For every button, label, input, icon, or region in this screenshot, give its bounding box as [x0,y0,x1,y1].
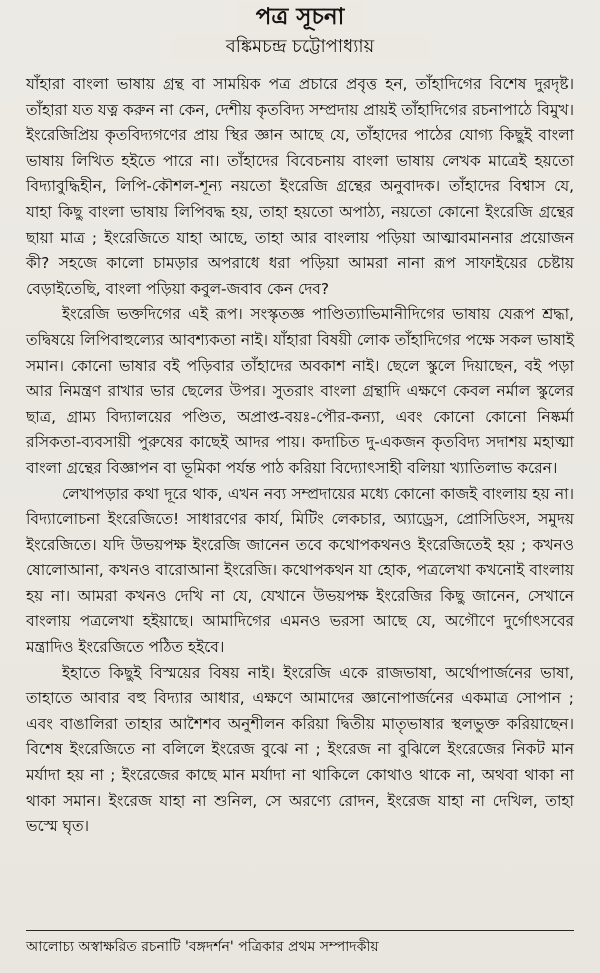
page-title: পত্র সূচনা [235,2,365,32]
paragraph-1: যাঁহারা বাংলা ভাষায় গ্রন্থ বা সাময়িক পত্র প্রচারে প্রবৃত্ত হন, তাঁহাদিগের বিশেষ দুরদৃষ্ট। তাঁহারা যত যত্ন করুন না কেন, দেশীয় কৃতবিদ্য সম্প্রদায় প্রায়ই তাঁহাদিগের রচনাপাঠে বিমুখ। ইংরেজিপ্রিয় কৃতবিদ্যগণের প্রায় স্থির জ্ঞান আছে যে, তাঁহাদের পাঠের যোগ্য কিছুই বাংলা ভাষায় লিখিত হইতে পারে না। তাঁহাদের বিবেচনায় বাংলা ভাষায় লেখক মাত্রেই হয়তো বিদ্যাবুদ্ধিহীন, লিপি-কৌশল-শূন্য নয়তো ইংরেজি গ্রন্থের অনুবাদক। তাঁহাদের বিশ্বাস যে, যাহা কিছু বাংলা ভাষায় লিপিবদ্ধ হয়, তাহা হয়তো অপাঠ্য, নয়তো কোনো ইংরেজি গ্রন্থের ছায়া মাত্র ; ইংরেজিতে যাহা আছে, তাহা আর বাংলায় পড়িয়া আত্মাবমাননার প্রয়োজন কী? সহজে কালো চামড়ার অপরাধে ধরা পড়িয়া আমরা নানা রূপ সাফাইয়ের চেষ্টায় বেড়াইতেছি, বাংলা পড়িয়া কবুল-জবাব কেন দেব? [26,75,574,298]
footnote: আলোচ্য অস্বাক্ষরিত রচনাটি 'বঙ্গদর্শন' পত্রিকার প্রথম সম্পাদকীয় [26,939,379,955]
paragraph-2: ইংরেজি ভক্তদিগের এই রূপ। সংস্কৃতজ্ঞ পাণ্ডিত্যাভিমানীদিগের ভাষায় যেরূপ শ্রদ্ধা, তদ্বিষয়ে লিপিবাহুল্যের আবশ্যকতা নাই। যাঁহারা বিষয়ী লোক তাঁহাদিগের পক্ষে সকল ভাষাই সমান। কোনো ভাষার বই পড়িবার তাঁহাদের অবকাশ নাই। ছেলে স্কুলে দিয়াছেন, বই পড়া আর নিমন্ত্রণ রাখার ভার ছেলের উপর। সুতরাং বাংলা গ্রন্থাদি এক্ষণে কেবল নর্মাল স্কুলের ছাত্র, গ্রাম্য বিদ্যালয়ের পণ্ডিত, অপ্রাপ্ত-বয়ঃ-পৌর-কন্যা, এবং কোনো কোনো নিষ্কর্মা রসিকতা-ব্যবসায়ী পুরুষের কাছেই আদর পায়। কদাচিত দু-একজন কৃতবিদ্য সদাশয় মহাত্মা বাংলা গ্রন্থের বিজ্ঞাপন বা ভূমিকা পর্যন্ত পাঠ করিয়া বিদ্যোৎসাহী বলিয়া খ্যাতিলাভ করেন। [26,305,574,477]
author-name: বঙ্কিমচন্দ্র চট্টোপাধ্যায় [170,34,430,60]
paragraph-4: ইহাতে কিছুই বিস্ময়ের বিষয় নাই। ইংরেজি একে রাজভাষা, অর্থোপার্জনের ভাষা, তাহাতে আবার বহু বিদ্যার আধার, এক্ষণে আমাদের জ্ঞানোপার্জনের একমাত্র সোপান ; এবং বাঙালিরা তাহার আশৈশব অনুশীলন করিয়া দ্বিতীয় মাতৃভাষার স্থলভুক্ত করিয়াছেন। বিশেষ ইংরেজিতে না বলিলে ইংরেজ বুঝে না ; ইংরেজ না বুঝিলে ইংরেজের নিকট মান মর্যাদা হয় না ; ইংরেজের কাছে মান মর্যাদা না থাকিলে কোথাও থাকে না, অথবা থাকা না থাকা সমান। ইংরেজ যাহা না শুনিল, সে অরণ্যে রোদন, ইংরেজ যাহা না দেখিল, তাহা ভস্মে ঘৃত। [26,663,574,836]
paragraph-3: লেখাপড়ার কথা দূরে থাক, এখন নব্য সম্প্রদায়ের মধ্যে কোনো কাজই বাংলায় হয় না। বিদ্যালোচনা ইংরেজিতে! সাধারণের কার্য, মিটিং লেকচার, অ্যাড্রেস, প্রোসিডিংস, সমুদয় ইংরেজিতে। যদি উভয়পক্ষ ইংরেজি জানেন তবে কথোপকথনও ইংরেজিতেই হয় ; কখনও ষোলোআনা, কখনও বারোআনা ইংরেজি। কথোপকথন যা হোক, পত্রলেখা কখনোই বাংলায় হয় না। আমরা কখনও দেখি না যে, যেখানে উভয়পক্ষ ইংরেজির কিছু জানেন, সেখানে বাংলায় পত্রলেখা হইয়াছে। আমাদিগের এমনও ভরসা আছে যে, অগৌণে দুর্গোৎসবের মন্ত্রাদিও ইংরেজিতে পঠিত হইবে। [26,484,574,657]
footnote-divider [26,930,574,931]
article-body [26,72,574,840]
